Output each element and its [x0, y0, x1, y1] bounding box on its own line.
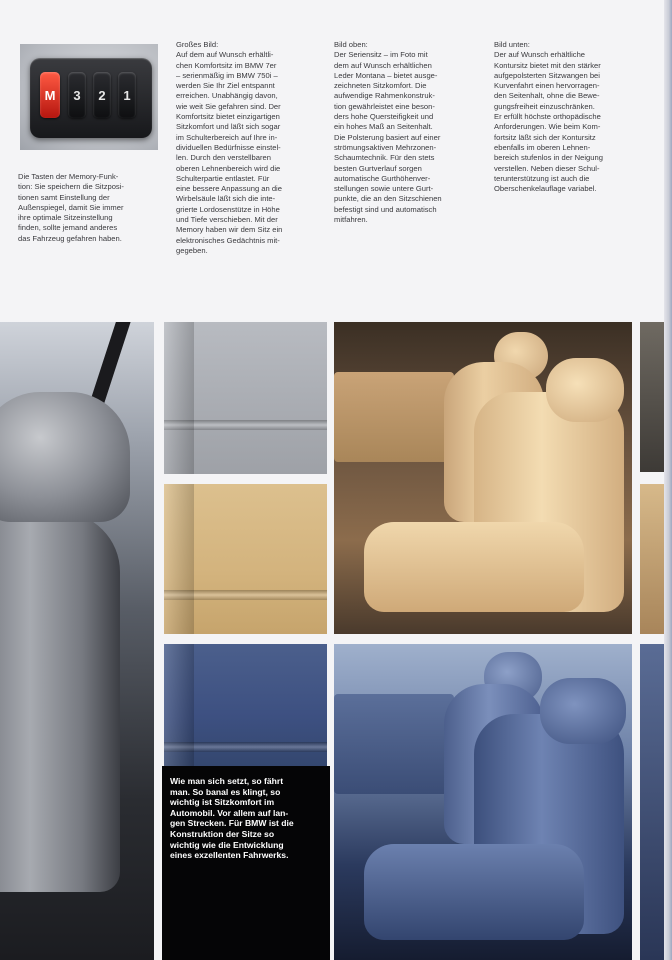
text-column-bottom-image: Bild unten: Der auf Wunsch erhältliche Kontursitz bietet mit den stärker aufgepolsterten Sitzwangen bei Kurvenfahrt einen hervorragen- den Seitenhalt, ohne die Bewe- gungsfreiheit einzuschränken. Er erfüllt höchste orthopädische Anforderungen. Wie beim Kom- fortsitz läßt sich der Kontursitz ebenfalls im oberen Lehnen- bereich stufenlos in der Neigung verstellen. Neben dieser Schul- terunterstützung ist auch die Oberschenkelauflage variabel.: [494, 40, 603, 194]
text-column-large-image: Großes Bild: Auf dem auf Wunsch erhältli- chen Komfortsitz im BMW 7er – serienmäßig im BMW 750i – werden Sie Ihr Ziel entspannt erreichen. Unabhängig davon, wie weit Sie gefahren sind. Der Komfortsitz bietet einzigartigen Sitzkomfort und läßt sich sogar im Schulterbereich auf Ihre in- dividuellen Bedürfnisse einstel- len. Durch den verstellbaren oberen Lehnenbereich wird die Schulterpartie entlastet. Für eine bessere Anpassung an die Wirbelsäule läßt sich die inte- grierte Lordosenstütze in Höhe und Tiefe verschieben. Mit der Memory haben wir dem Sitz ein elektronisches Gedächtnis mit- gegeben.: [176, 40, 283, 255]
memory-function-caption: Die Tasten der Memory-Funk- tion: Sie speichern die Sitzposi- tionen samt Einstellung der Außenspiegel, damit Sie immer ihre optimale Sitzeinstellung finden, sollte jemand anderes das Fahrzeug gefahren haben.: [18, 172, 124, 243]
memory-buttons-photo: [20, 44, 158, 150]
seat-backrest: [0, 512, 120, 892]
adjacent-photo-strip: [640, 322, 664, 472]
front-headrest: [540, 678, 626, 744]
memory-button-1: 1: [118, 72, 136, 118]
leather-swatch-tan: [164, 484, 327, 634]
swatch-edge: [164, 644, 194, 766]
seat-headrest: [0, 392, 130, 522]
comfort-seat-photo: [0, 322, 154, 960]
memory-button-plate: [30, 58, 152, 138]
door-panel: [334, 372, 454, 462]
swatch-edge: [164, 322, 194, 474]
page-edge: [664, 0, 672, 960]
seat-cushion: [364, 844, 584, 940]
swatch-edge: [164, 484, 194, 634]
headline-caption: Wie man sich setzt, so fährt man. So banal es klingt, so wichtig ist Sitzkomfort im Automobil. Vor allem auf lan- gen Strecken. Für BMW ist die Konstruktion der Sitze so wichtig wie die Entwicklung eines exzellenten Fahrwerks.: [170, 776, 294, 861]
standard-seat-photo: [334, 322, 632, 634]
memory-button-3: 3: [68, 72, 86, 118]
door-panel: [334, 694, 454, 794]
leather-swatch-grey: [164, 322, 327, 474]
memory-button-m: M: [40, 72, 60, 118]
text-column-top-image: Bild oben: Der Seriensitz – im Foto mit dem auf Wunsch erhältlichen Leder Montana – bietet ausge- zeichneten Sitzkomfort. Die aufwendige Rahmenkonstruk- tion gewährleistet eine beson- ders hohe Quersteifigkeit und ein hohes Maß an Seitenhalt. Die Polsterung basiert auf einer strömungsaktiven Mehrzonen- Schaumtechnik. Für den stets besten Gurtverlauf sorgen automatische Gurthöhenver- stellungen sowie untere Gurt- punkte, die an den Sitzschienen befestigt sind und automatisch mitfahren.: [334, 40, 442, 225]
adjacent-photo-strip: [640, 644, 664, 960]
adjacent-photo-strip: [640, 484, 664, 634]
front-headrest: [546, 358, 624, 422]
contour-seat-photo: [334, 644, 632, 960]
memory-button-2: 2: [93, 72, 111, 118]
seat-cushion: [364, 522, 584, 612]
leather-swatch-blue: [164, 644, 327, 766]
